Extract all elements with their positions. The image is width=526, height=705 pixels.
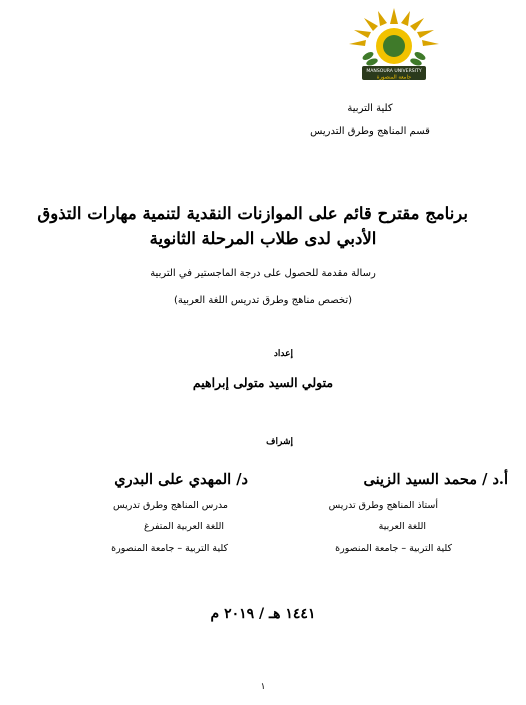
supervisor-1-title: أستاذ المناهج وطرق تدريس: [328, 500, 438, 511]
university-logo: [344, 6, 444, 90]
thesis-title-line-2: الأدبي لدى طلاب المرحلة الثانوية: [149, 229, 377, 248]
prepared-by-label: إعداد: [273, 349, 293, 359]
author-name: متولي السيد متولى إبراهيم: [192, 375, 334, 390]
university-seal-icon: [344, 6, 444, 90]
supervisor-1-affiliation: كلية التربية – جامعة المنصورة: [335, 543, 452, 554]
department-name: قسم المناهج وطرق التدريس: [310, 126, 430, 137]
page-number: ١: [260, 682, 266, 692]
svg-text:MANSOURA UNIVERSITY: MANSOURA UNIVERSITY: [366, 69, 422, 74]
submission-date: ١٤٤١ هـ / ٢٠١٩ م: [210, 606, 316, 622]
supervision-label: إشراف: [266, 437, 293, 447]
supervisor-1-name: أ.د / محمد السيد الزينى: [363, 471, 508, 488]
thesis-title-line-1: برنامج مقترح قائم على الموازنات النقدية لتنمية مهارات التذوق: [37, 204, 468, 223]
faculty-name: كلية التربية: [347, 103, 393, 114]
supervisor-2-name: د/ المهدي على البدري: [114, 471, 248, 488]
svg-text:جامعة المنصورة: جامعة المنصورة: [376, 74, 412, 81]
supervisor-2-field: اللغة العربية المتفرغ: [144, 521, 224, 532]
supervisor-2-title: مدرس المناهج وطرق تدريس: [113, 500, 228, 511]
supervisor-2-affiliation: كلية التربية – جامعة المنصورة: [111, 543, 228, 554]
supervisor-1-field: اللغة العربية: [378, 521, 426, 532]
degree-statement: رسالة مقدمة للحصول على درجة الماجستير في التربية: [150, 268, 376, 279]
specialization: (تخصص مناهج وطرق تدريس اللغة العربية): [173, 295, 353, 306]
